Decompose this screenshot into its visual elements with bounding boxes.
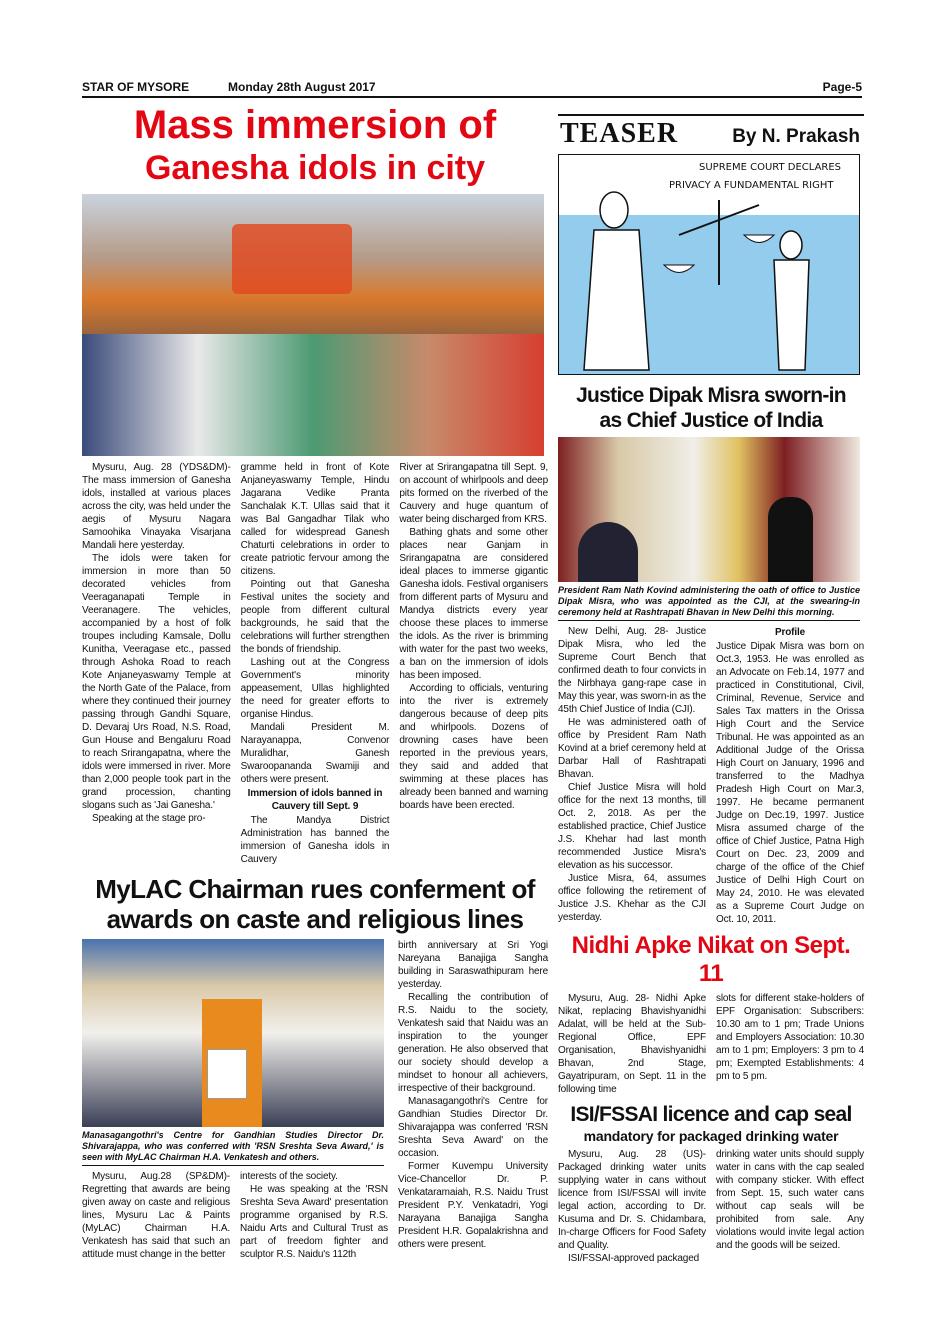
ganesha-column-2 — [241, 461, 390, 866]
isi-column-2 — [716, 1148, 864, 1265]
ganesha-subhead: Immersion of idols banned in Cauvery till Sept. 9 — [247, 788, 383, 812]
paragraph: interests of the society. — [240, 1171, 338, 1182]
left-block — [82, 102, 548, 1261]
page-number: Page-5 — [822, 80, 862, 94]
page-header — [82, 78, 862, 98]
paragraph: Pointing out that Ganesha Festival unites the society and people from different cultural backgrounds, he said that the celebrations will further strengthen the bonds of friendship. — [240, 579, 390, 655]
teaser-cartoon — [558, 154, 860, 375]
paragraph: ISI/FSSAI-approved packaged — [568, 1253, 700, 1264]
mylac-column-1 — [82, 1170, 230, 1261]
paragraph: Mysuru, Aug. 28- Nidhi Apke Nikat, replacing Bhavishyanidhi Adalat, will be held at the Sub-Regional Office, EPF Organisation, Bhavishyanidhi Bhavan, 2nd Stage, Gayatripuram, on Sept. 11 in the following time — [558, 993, 706, 1095]
misra-caption: President Ram Nath Kovind administering the oath of office to Justice Dipak Misra, who was appointed as the CJI, at the swearing-in ceremony held at Rashtrapati Bhavan in New Delhi this morning. — [558, 585, 860, 621]
nidhi-column-2 — [716, 992, 864, 1096]
paragraph: drinking water units should supply water in cans with the cap sealed with company sticker. With effect from Sept. 15, such water cans without cap seals will be prohibited from sale. Any violations would invite legal action and the goods will be seized. — [716, 1149, 864, 1251]
teaser-header — [558, 114, 864, 154]
teaser-byline: By N. Prakash — [732, 126, 860, 147]
paragraph: Bathing ghats and some other places near Ganjam in Srirangapatna are considered ideal places to immerse gigantic Ganesha idols. Festival organisers from different parts of Mysuru and Mandya districts every year choose these places to immerse the idols. As the river is brimming with water for the past two weeks, a ban on the immersion of idols has been imposed. — [399, 527, 548, 681]
award-ceremony-photo — [82, 939, 384, 1127]
nidhi-headline: Nidhi Apke Nikat on Sept. 11 — [571, 932, 851, 987]
misra-headline-1: Justice Dipak Misra sworn-in — [576, 384, 846, 407]
isi-headline: ISI/FSSAI licence and cap seal — [570, 1103, 852, 1126]
paragraph: Lashing out at the Congress Government's minority appeasement, Ullas highlighted the need for greater efforts to organise Hindus. — [240, 657, 390, 720]
paragraph: Speaking at the stage pro- — [92, 813, 206, 824]
paragraph: gramme held in front of Kote Anjaneyaswamy Temple, Hindu Jagarana Vedike Pranta Sanchalak K.T. Ullas said that it was Bal Gangadhar Tilak who called for widespread Ganesh Chaturti celebrations in order to create patriotic fervour among the citizens. — [240, 462, 390, 577]
right-block — [558, 114, 864, 1265]
paper-name: STAR OF MYSORE — [82, 80, 190, 94]
profile-title: Profile — [774, 627, 806, 638]
misra-column-1 — [558, 625, 706, 926]
paragraph: Justice Dipak Misra was born on Oct.3, 1953. He was enrolled as an Advocate on Feb.14, 1977 and practiced in Constitutional, Civil, Criminal, Revenue, Service and Sales Tax matters in the Orissa High Court and the Service Tribunal. He was appointed as an Additional Judge of the Orissa High Court on January, 1996 and transferred to the Madhya Pradesh High Court on Mar.3, 1997. He became permanent Judge on Dec.19, 1997. Justice Misra assumed charge of the office of Chief Justice, Patna High Court on Dec. 23, 2009 and charge of the office of the Chief Justice of Delhi High Court on May 24, 2010. He was elevated as a Supreme Court Judge on Oct. 10, 2011. — [716, 641, 864, 925]
paragraph: He was speaking at the 'RSN Sreshta Seva Award' presentation programme organised by R.S. Naidu Arts and Cultural Trust as part of freedom fighter and sculptor R.S. Naidu's 112th — [240, 1184, 388, 1260]
mylac-headline-2: awards on caste and religious lines — [106, 904, 524, 934]
paragraph: Mysuru, Aug.28 (SP&DM)- Regretting that awards are being given away on caste and religious lines, Mysuru Lac & Paints (MyLAC) Chairman H.A. Venkatesh has said that such an attitude must change in the better — [82, 1171, 230, 1260]
isi-column-1 — [558, 1148, 706, 1265]
ganesha-column-3 — [399, 461, 548, 866]
cartoon-text-2: PRIVACY A FUNDAMENTAL RIGHT — [669, 180, 834, 191]
ganesha-column-1 — [82, 461, 231, 866]
nidhi-column-1 — [558, 992, 706, 1096]
paragraph: Mysuru, Aug. 28 (YDS&DM)- The mass immersion of Ganesha idols, installed at various places across the city, was held under the aegis of Mysuru Nagara Samoohika Vinayaka Visarjana Mandali here yesterday. — [82, 462, 231, 551]
paragraph: Justice Misra, 64, assumes office following the retirement of Justice J.S. Khehar as the CJI yesterday. — [558, 873, 706, 923]
paragraph: River at Srirangapatna till Sept. 9, on account of whirlpools and deep pits formed on the riverbed of the Cauvery and huge quantum of water being discharged from KRS. — [399, 462, 548, 525]
paragraph: Chief Justice Misra will hold office for the next 13 months, till Oct. 2, 2018. As per the established practice, Chief Justice J.S. Khehar had last month recommended Justice Misra's elevation as his successor. — [558, 782, 706, 871]
paragraph: birth anniversary at Sri Yogi Nareyana Banajiga Sangha building in Saraswathipuram here yesterday. — [398, 940, 548, 990]
paragraph: New Delhi, Aug. 28- Justice Dipak Misra, who led the Supreme Court Bench that confirmed death to four convicts in the Nirbhaya gang-rape case in May this year, was sworn-in as the 45th Chief Justice of India (CJI). — [558, 626, 706, 715]
paragraph: Former Kuvempu University Vice-Chancellor Dr. P. Venkataramaiah, R.S. Naidu Trust President P.Y. Venkatadri, Yogi Narayana Banajiga Sangha President H.R. Gopalakrishna and others were present. — [398, 1161, 548, 1250]
paragraph: According to officials, venturing into the river is extremely dangerous because of deep pits and whirlpools. Dozens of drowning cases have been reported in the previous years, they said and added that swimming at these places has already been banned and warning boards have been erected. — [399, 683, 548, 811]
swearing-in-photo — [558, 437, 860, 582]
paragraph: Recalling the contribution of R.S. Naidu to the society, Venkatesh said that Naidu was an inspiration to the younger generation. He also observed that our society should develop a mindset to honour all achievers, irrespective of their background. — [398, 992, 548, 1094]
paragraph: Mandali President M. Narayanappa, Convenor Muralidhar, Ganesh Swaroopananda Swamiji and others were present. — [240, 722, 390, 785]
teaser-title: TEASER — [560, 118, 679, 149]
mylac-caption: Manasagangothri's Centre for Gandhian Studies Director Dr. Shivarajappa, who was conferred with 'RSN Sreshta Seva Award,' is seen with MyLAC Chairman H.A. Venkatesh and others. — [82, 1130, 384, 1166]
paragraph: Manasagangothri's Centre for Gandhian Studies Director Dr. Shivarajappa was conferred 'RSN Sreshta Seva Award' on the occasion. — [398, 1096, 548, 1159]
misra-column-2 — [716, 625, 864, 926]
misra-headline-2: as Chief Justice of India — [599, 409, 823, 432]
mylac-headline-1: MyLAC Chairman rues conferment of — [95, 874, 535, 904]
headline-line1: Mass immersion of — [133, 103, 497, 147]
ganesha-procession-photo — [82, 194, 544, 456]
paragraph: The idols were taken for immersion in more than 50 decorated vehicles from Veeraganapati Temple in Veeranagere. The vehicles, accompanied by a host of folk troupes including Kamsale, Dollu Kunitha, Veeragase etc., passed through Ashoka Road to reach Kote Anjaneyaswamy Temple at the North Gate of the Palace, from where they continued their journey passing through Gandhi Square, D. Devaraj Urs Road, N.S. Road, Gun House and Bengaluru Road to reach Srirangapatna, where the idols were immersed in river. More than 2,000 people took part in the grand procession, chanting slogans such as 'Jai Ganesha.' — [82, 553, 231, 811]
paragraph: slots for different stake-holders of EPF Organisation: Subscribers: 10.30 am to 1 pm; Trade Unions and Employers Association: 10.30 am to 1 pm; Employers: 3 pm to 4 pm; Exempted Establishments: 4 pm to 5 pm. — [716, 993, 864, 1082]
isi-subhead: mandatory for packaged drinking water — [583, 1128, 839, 1144]
headline-line2: Ganesha idols in city — [144, 149, 486, 187]
mylac-column-3 — [398, 939, 548, 1261]
mylac-column-2 — [240, 1170, 388, 1261]
paragraph: The Mandya District Administration has banned the immersion of Ganesha idols in Cauvery — [240, 815, 390, 865]
issue-date: Monday 28th August 2017 — [228, 80, 376, 94]
paragraph: Mysuru, Aug. 28 (US)- Packaged drinking water units supplying water in cans without licence from ISI/FSSAI will invite legal action, according to Dr. Kusuma and Dr. S. Chidambara, In-charge Officers for Food Safety and Quality. — [558, 1149, 706, 1251]
paragraph: He was administered oath of office by President Ram Nath Kovind at a brief ceremony held at Darbar Hall of Rashtrapati Bhavan. — [558, 717, 706, 780]
cartoon-text-1: SUPREME COURT DECLARES — [699, 162, 842, 173]
